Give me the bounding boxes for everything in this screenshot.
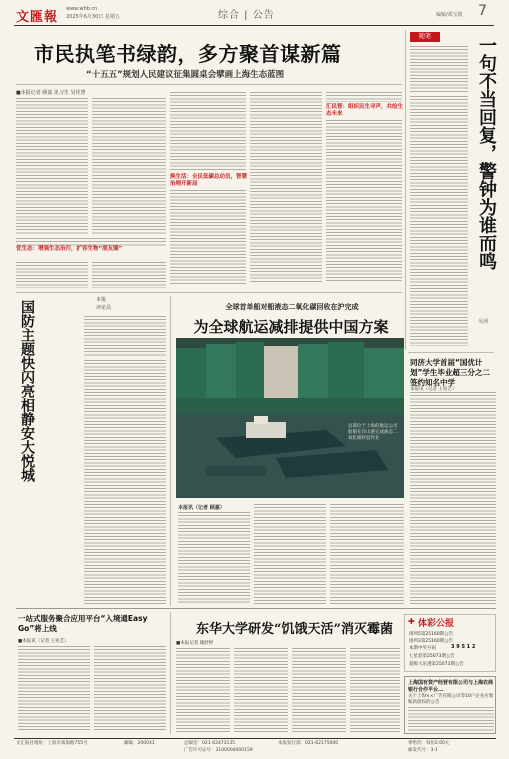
footer-price: 零售价：每份2.00元: [408, 741, 450, 746]
ship-caption: 总部位于上海的航运公司船舶在洋山港完成液态二氧化碳转驳作业: [348, 424, 398, 441]
donghua-body-col2: [234, 648, 288, 732]
vertical-story-intro: [84, 316, 166, 356]
lead-body-col1: [16, 98, 88, 234]
notice-box: [404, 676, 496, 734]
notice-sub: 关于上海××广告有限公司等10户企业应收账款债权的公告: [408, 694, 494, 705]
column-title-text: 一句不当回复，警钟为谁而鸣: [476, 36, 497, 270]
lead-body-col4: [250, 92, 322, 282]
lead-body-col1c: [16, 262, 88, 288]
easygo-byline: ■本报讯（记者 王宛艺）: [18, 639, 69, 644]
lead-body-col3: [170, 92, 246, 172]
column-title: [472, 36, 496, 270]
lead-body-col2c: [92, 262, 166, 288]
newspaper-logo: 文匯報: [16, 10, 59, 25]
masthead: [0, 0, 509, 24]
ship-byline: 本报讯（记者 顾嘉）: [178, 505, 225, 511]
footer-postcode: 邮编：200041: [124, 741, 155, 746]
ship-illustration: [176, 338, 404, 498]
masthead-date: 2025年6月30日 星期五: [66, 14, 120, 20]
footer-office: 总编室：021-62473135: [184, 741, 236, 746]
lottery-box: [404, 614, 496, 672]
commentary-author-tag: 本报: [96, 297, 107, 303]
lead-subhead-3: 优生态：增强生态治污，扩容生物“朋友圈”: [16, 246, 123, 252]
vertical-story-body: [84, 360, 166, 606]
column-body-top: [410, 46, 468, 92]
scholarship-byline: 本报讯（记者 王宛艺）: [410, 387, 457, 392]
lottery-line2: 排列3第25160期公告: [409, 639, 454, 644]
commentary-author2: 评论员: [96, 305, 112, 311]
footer: [16, 741, 496, 755]
vertical-story-title-text: 国防主题快闪亮相静安大悦城: [19, 300, 35, 482]
donghua-body-col3: [292, 648, 346, 732]
donghua-body-col4: [350, 648, 400, 732]
notice-title: 上海国有资产经营有限公司与上海农商银行合作平台...: [408, 680, 494, 693]
ship-body-col1: [178, 512, 250, 604]
donghua-title: 东华大学研发“饥饿天活”消灭霉菌: [196, 622, 393, 637]
footer-postal-code: 邮发代号：3-1: [408, 748, 438, 753]
page-editor: 编辑/邓宝银: [436, 12, 463, 18]
donghua-body-col1: [176, 648, 230, 732]
notice-body: [408, 707, 494, 731]
ship-body-col3: [330, 504, 404, 604]
vertical-story-title: [18, 300, 74, 500]
footer-address: 文汇报社地址：上海市威海路755号: [16, 741, 88, 746]
easygo-body-col1: [18, 646, 90, 732]
ship-title: 为全球航运减排提供中国方案: [193, 318, 389, 336]
lead-subtitle: “十五五”规划人民建议征集圆桌会擘画上海生态蓝图: [86, 70, 285, 80]
lead-body-col1b: [16, 238, 166, 246]
masthead-site: www.whb.cn: [66, 6, 98, 12]
easygo-title: 一站式服务聚合应用平台“入境通Easy Go”将上线: [18, 614, 148, 633]
ship-body-col2: [254, 504, 326, 604]
section-name: 综合 | 公告: [218, 10, 275, 21]
lead-byline: ■本报记者 顾嘉 见习生 吴佳慧: [16, 90, 86, 96]
lottery-logo-icon: ✚: [408, 617, 415, 626]
column-author: 吴洲: [478, 319, 489, 325]
lead-body-col3b: [170, 190, 246, 285]
lottery-line3: 七星彩第25073期公告: [409, 654, 455, 659]
footer-distribution: 本报发行部：021-62175000: [278, 741, 339, 746]
scholarship-body: [410, 392, 496, 604]
lottery-title: 体彩公报: [418, 619, 455, 629]
donghua-byline: ■本报记者 储舒婷: [176, 641, 214, 646]
column-body-1: [410, 96, 468, 346]
lead-body-col5a: [326, 92, 402, 102]
ship-photo: [176, 338, 404, 498]
ship-kicker: 全球首单船对船液态二氧化碳回收在沪完成: [225, 303, 359, 311]
lead-body-col2: [92, 98, 166, 234]
column-tag: 随笔: [410, 32, 440, 42]
page-number: 7: [478, 3, 487, 19]
lottery-numbers: 3 9 5 1 2: [451, 644, 476, 650]
lottery-line4: 超级大乐透第25073期公告: [409, 662, 464, 667]
footer-ad-license: 广告许可证号：3100004000159: [184, 748, 253, 753]
lottery-line1: 排列5第25160期公告: [409, 632, 454, 637]
lottery-fund-label: 本期中奖号码: [409, 646, 436, 651]
easygo-body-col2: [94, 646, 166, 732]
scholarship-title: 同济大学首届“国优计划”学生毕业超三分之二签约知名中学: [410, 358, 490, 387]
lead-subhead-2: 汇民智：组织民生寻声，共绘生态未来: [326, 104, 404, 117]
lead-body-col5b: [326, 120, 402, 282]
lead-title: 市民执笔书绿韵，多方聚首谋新篇: [34, 42, 342, 66]
lead-subhead-1: 焕生活：全民低碳总动员，智慧治理开新局: [170, 174, 248, 187]
